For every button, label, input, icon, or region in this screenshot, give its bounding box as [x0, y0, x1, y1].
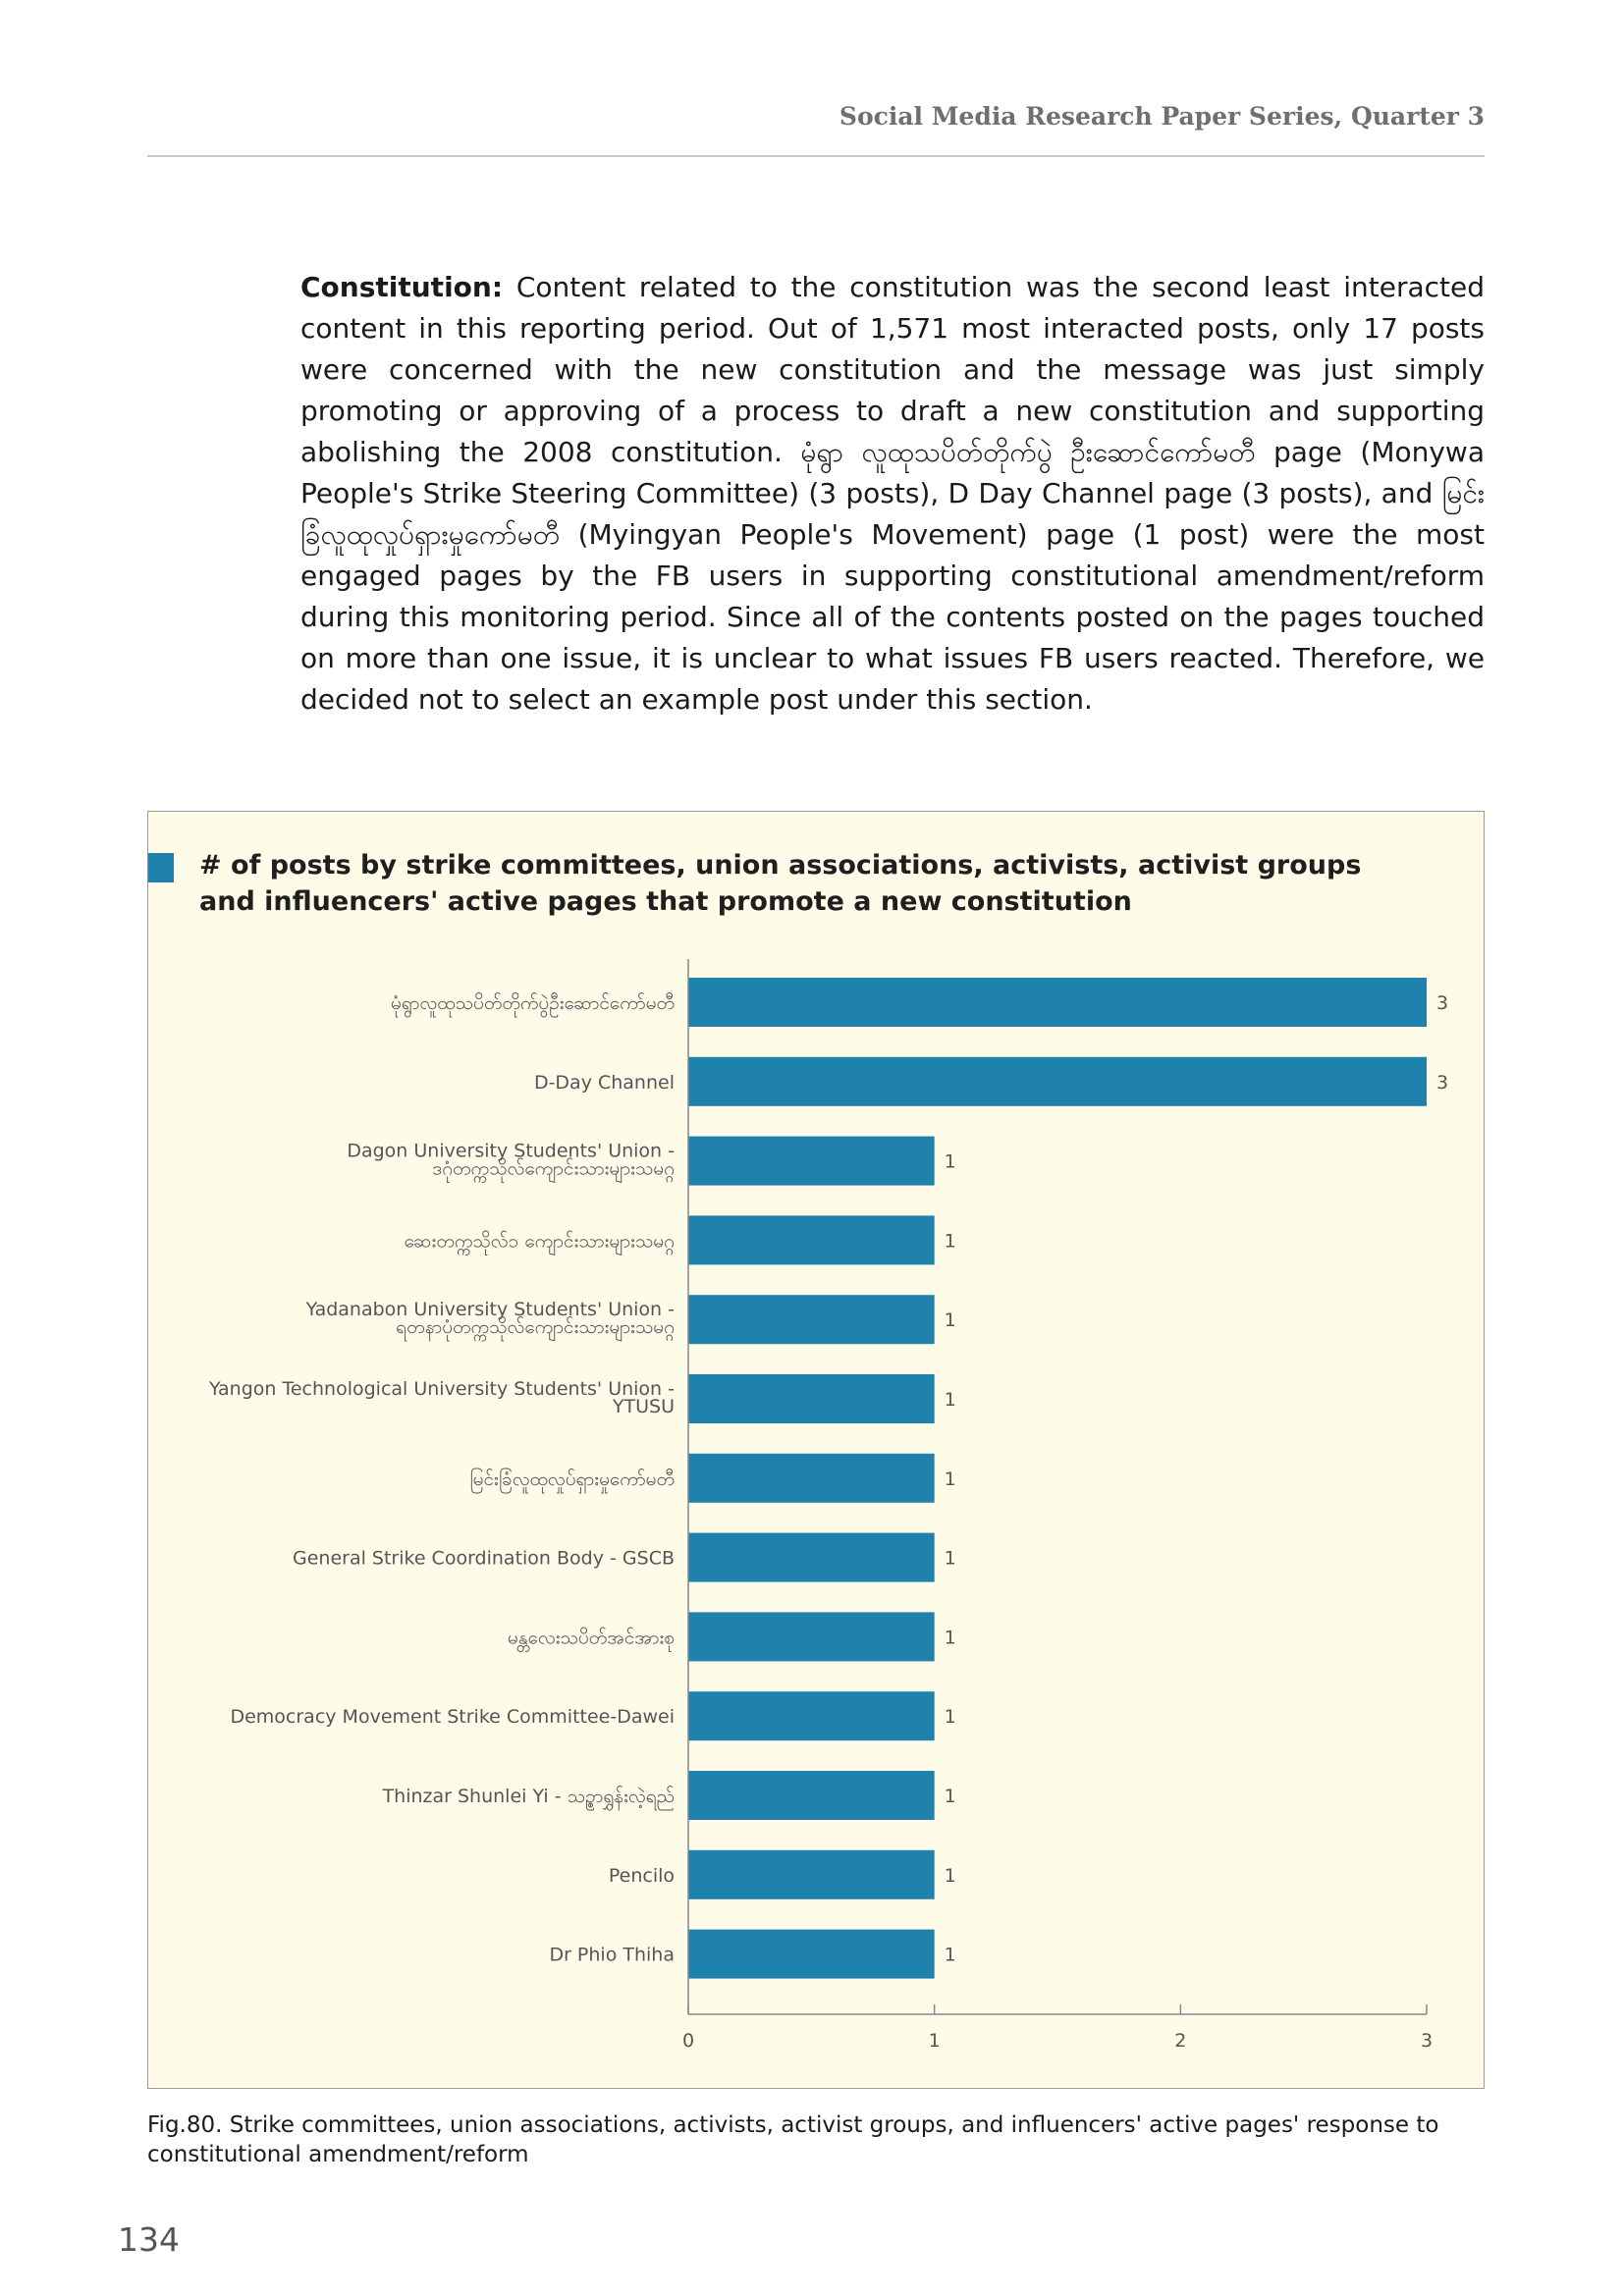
value-label: 1	[944, 1944, 956, 1966]
value-label: 1	[944, 1468, 956, 1490]
value-label: 1	[944, 1150, 956, 1173]
value-label: 1	[944, 1627, 956, 1649]
category-label: D-Day Channel	[533, 1071, 675, 1094]
body-paragraph	[300, 267, 1485, 721]
value-label: 1	[944, 1547, 956, 1570]
bar	[688, 1533, 935, 1582]
category-label: Pencilo	[608, 1864, 675, 1887]
value-label: 1	[944, 1389, 956, 1411]
value-label: 1	[944, 1786, 956, 1807]
category-label: မုံရွာလူထုသပိတ်တိုက်ပွဲဦးဆောင်ကော်မတီ	[390, 992, 675, 1014]
header-divider	[147, 155, 1485, 157]
bar	[688, 1215, 935, 1264]
category-label: Thinzar Shunlei Yi - သဉ္စာရွှန်းလဲ့ရည်	[382, 1786, 675, 1807]
value-label: 3	[1436, 1071, 1449, 1094]
bar	[688, 1057, 1427, 1106]
category-label: Yangon Technological University Students' Union -YTUSU	[209, 1378, 675, 1417]
value-label: 1	[944, 1309, 956, 1332]
bar	[688, 1137, 935, 1186]
figure-caption: Fig.80. Strike committees, union associations, activists, activist groups, and influencers' active pages' response to constitutional amendment/reform	[147, 2112, 1439, 2167]
chart-title: # of posts by strike committees, union associations, activists, activist groups and influencers' active pages that promote a new constitution	[199, 850, 1362, 917]
category-label: မြင်းခြံလူထုလှုပ်ရှားမှုကော်မတီ	[469, 1468, 675, 1490]
category-label: Dagon University Students' Union -ဒဂုံတက္ကသိုလ်ကျောင်းသားများသမဂ္ဂ	[347, 1140, 675, 1180]
paragraph-lead: Constitution:	[300, 271, 504, 303]
paragraph-text: Content related to the constitution was the second least interacted content in this reporting period. Out of 1,571 most interacted posts, only 17 posts were concerned with the new constitution and the message was just simply promoting or approving of a process to draft a new constitution and supporting abolishing the 2008 constitution. မုံရွာ လူထုသပိတ်တိုက်ပွဲ ဦးဆောင်ကော်မတီ page (Monywa People's Strike Steering Committee) (3 posts), D Day Channel page (3 posts), and မြင်းခြံလူထုလှုပ်ရှားမှုကော်မတီ (Myingyan People's Movement) page (1 post) were the most engaged pages by the FB users in supporting constitutional amendment/reform during this monitoring period. Since all of the contents posted on the pages touched on more than one issue, it is unclear to what issues FB users reacted. Therefore, we decided not to select an example post under this section.	[300, 271, 1486, 716]
category-label: Democracy Movement Strike Committee-Dawei	[230, 1706, 675, 1729]
x-tick-label: 3	[1420, 2030, 1434, 2052]
bar-chart	[148, 812, 1484, 2088]
page-number: 134	[118, 2220, 180, 2259]
x-tick-label: 2	[1174, 2030, 1187, 2052]
running-header: Social Media Research Paper Series, Quarter 3	[839, 102, 1485, 131]
chart-figure	[147, 811, 1485, 2089]
value-label: 1	[944, 1706, 956, 1729]
value-label: 1	[944, 1864, 956, 1887]
bar	[688, 1612, 935, 1661]
category-label: မန္တလေးသပိတ်အင်အားစု	[507, 1627, 675, 1649]
x-tick-label: 1	[928, 2030, 941, 2052]
value-label: 1	[944, 1230, 956, 1253]
bar	[688, 1691, 935, 1740]
bar	[688, 1454, 935, 1503]
x-tick-label: 0	[681, 2030, 695, 2052]
value-label: 3	[1436, 992, 1449, 1014]
bar	[688, 1930, 935, 1979]
category-label: ဆေးတက္ကသိုလ်၁ ကျောင်းသားများသမဂ္ဂ	[404, 1230, 675, 1253]
bar	[688, 1850, 935, 1899]
category-label: Yadanabon University Students' Union -ရတနာပုံတက္ကသိုလ်ကျောင်းသားများသမဂ္ဂ	[305, 1299, 675, 1339]
category-label: Dr Phio Thiha	[549, 1944, 675, 1966]
category-label: General Strike Coordination Body - GSCB	[292, 1547, 675, 1570]
bar	[688, 1295, 935, 1344]
bar	[688, 1771, 935, 1820]
bar	[688, 978, 1427, 1027]
bar	[688, 1374, 935, 1423]
